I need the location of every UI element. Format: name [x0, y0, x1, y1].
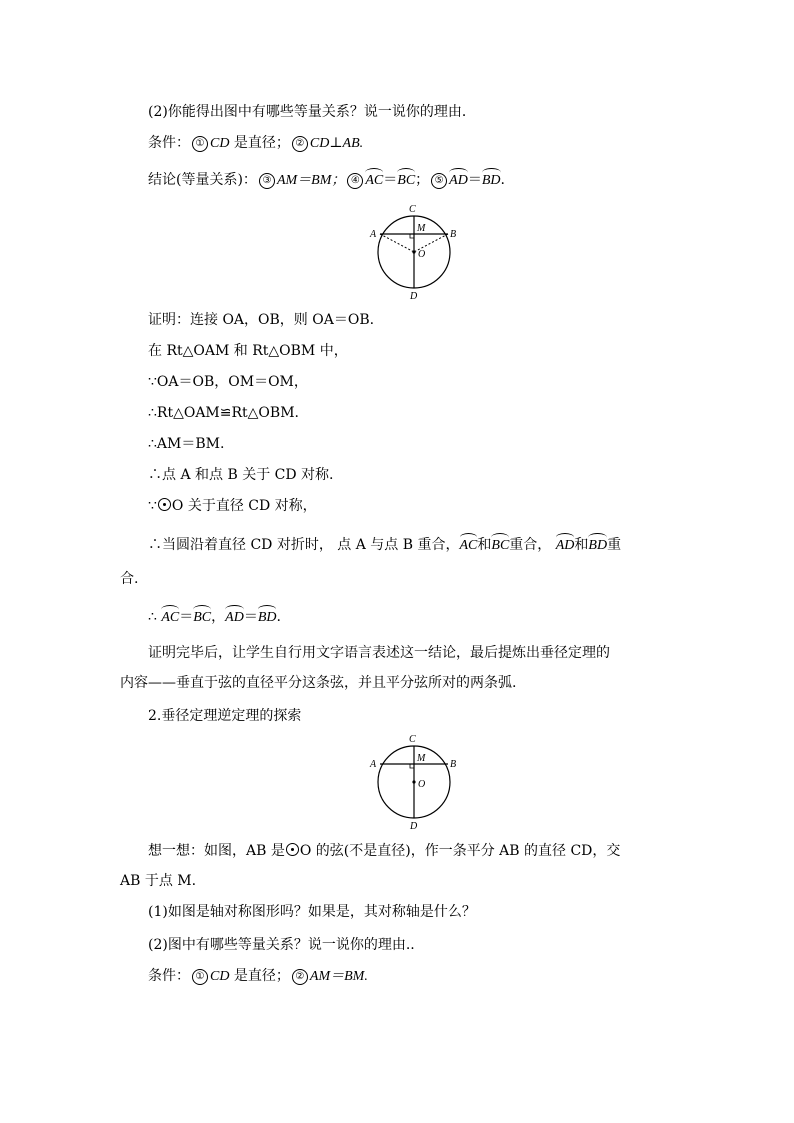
circled-number: ③: [259, 173, 275, 189]
condition-text: 是直径；: [233, 968, 290, 984]
conclusion-label: 结论(等量关系)：: [148, 172, 257, 188]
circled-number: ②: [292, 136, 308, 152]
fold-text: ∴当圆沿着直径 CD 对折时， 点 A 与点 B 重合，: [148, 537, 460, 553]
period: .: [276, 609, 281, 625]
think-line-1: [148, 841, 620, 861]
symmetry-text: O 关于直径 CD 对称，: [171, 498, 317, 514]
equals-sign: ＝: [467, 172, 482, 188]
label-m: M: [417, 753, 426, 764]
question-2b: (2)图中有哪些等量关系？说一说你的理由..: [148, 937, 415, 953]
circled-number: ①: [192, 136, 208, 152]
radius-oa: [380, 234, 414, 252]
proof-line-8-cont: 合.: [120, 571, 139, 587]
label-c: C: [409, 204, 416, 215]
circled-number: ⑤: [431, 173, 447, 189]
equals-sign: ＝: [383, 172, 398, 188]
proof-line-2: 在 Rt△OAM 和 Rt△OBM 中，: [148, 343, 348, 359]
circled-number: ④: [347, 173, 363, 189]
arc-ad: AD: [225, 606, 244, 628]
label-c: C: [409, 734, 416, 745]
label-o: O: [418, 249, 426, 260]
arc-ac: AC: [365, 169, 383, 191]
perpendicular-condition: CD⊥AB.: [309, 136, 364, 151]
and-text: 和: [477, 537, 492, 553]
equality-am-bm: AM＝BM.: [309, 969, 368, 984]
center-point: [412, 250, 415, 253]
and-text: 和: [574, 537, 589, 553]
coincide-text-start: 重: [607, 537, 622, 553]
paragraph-line-2: 内容——垂直于弦的直径平分这条弦，并且平分弦所对的两条弧.: [120, 675, 517, 691]
arc-bd: BD: [482, 169, 501, 191]
label-d: D: [410, 291, 418, 302]
section-heading: 2.垂径定理逆定理的探索: [148, 708, 302, 724]
proof-line-6: ∴点 A 和点 B 关于 CD 对称.: [148, 467, 334, 483]
proof-line-4: ∴Rt△OAM≌Rt△OBM.: [148, 405, 299, 421]
separator: ；: [415, 172, 430, 188]
proof-line-7: [148, 496, 317, 516]
proof-line-1: 证明：连接 OA，OB，则 OA＝OB.: [148, 312, 375, 328]
condition-label: 条件：: [148, 968, 190, 984]
segment-cd: CD: [210, 969, 230, 984]
arc-bc: BC: [193, 606, 211, 628]
separator: ，: [211, 609, 226, 625]
coincide-text: 重合，: [509, 537, 556, 553]
segment-cd: CD: [210, 136, 230, 151]
arc-ac: AC: [161, 606, 179, 628]
condition-line: [148, 133, 363, 154]
arc-ac: AC: [460, 534, 478, 556]
label-d: D: [410, 821, 418, 832]
circle-figure-2: [366, 731, 462, 833]
think-text: 想一想：如图，AB 是: [148, 843, 285, 859]
conclusion-line: [148, 169, 505, 191]
paragraph-line-1: 证明完毕后，让学生自行用文字语言表述这一结论，最后提炼出垂径定理的: [148, 645, 610, 661]
arc-bc: BC: [491, 534, 509, 556]
circled-number: ①: [192, 969, 208, 985]
circled-number: ②: [292, 969, 308, 985]
because-sign: ∵: [148, 498, 157, 514]
equals-sign: ＝: [179, 609, 194, 625]
arc-bd: BD: [588, 534, 607, 556]
proof-line-3: ∵OA＝OB，OM＝OM，: [148, 374, 308, 390]
arc-ad: AD: [556, 534, 575, 556]
arc-ad: AD: [449, 169, 468, 191]
label-a: A: [370, 229, 377, 240]
label-b: B: [450, 229, 457, 240]
label-m: M: [417, 223, 426, 234]
question-1b: (1)如图是轴对称图形吗？如果是，其对称轴是什么？: [148, 904, 476, 920]
condition-line-2: [148, 966, 368, 987]
proof-line-9: [148, 606, 281, 628]
label-o: O: [418, 779, 426, 790]
therefore-sign: ∴: [148, 609, 162, 625]
equals-sign: ＝: [243, 609, 258, 625]
think-text-cont: O 的弦(不是直径)，作一条平分 AB 的直径 CD，交: [299, 843, 621, 859]
proof-line-8: [148, 534, 621, 556]
right-angle-mark: [410, 234, 414, 238]
condition-label: 条件：: [148, 135, 190, 151]
period: .: [500, 172, 505, 188]
arc-bd: BD: [258, 606, 277, 628]
question-2: (2)你能得出图中有哪些等量关系？说一说你的理由．: [148, 104, 476, 120]
condition-text: 是直径；: [233, 135, 290, 151]
think-line-2: AB 于点 M.: [120, 873, 197, 889]
label-a: A: [370, 759, 377, 770]
label-b: B: [450, 759, 457, 770]
circle-symbol-icon: [158, 498, 171, 511]
circle-symbol-icon: [286, 843, 299, 856]
circle-figure-1: [366, 201, 462, 303]
proof-line-5: ∴AM＝BM.: [148, 436, 225, 452]
arc-bc: BC: [397, 169, 415, 191]
equality-am-bm: AM＝BM；: [276, 173, 346, 188]
center-point: [412, 780, 415, 783]
